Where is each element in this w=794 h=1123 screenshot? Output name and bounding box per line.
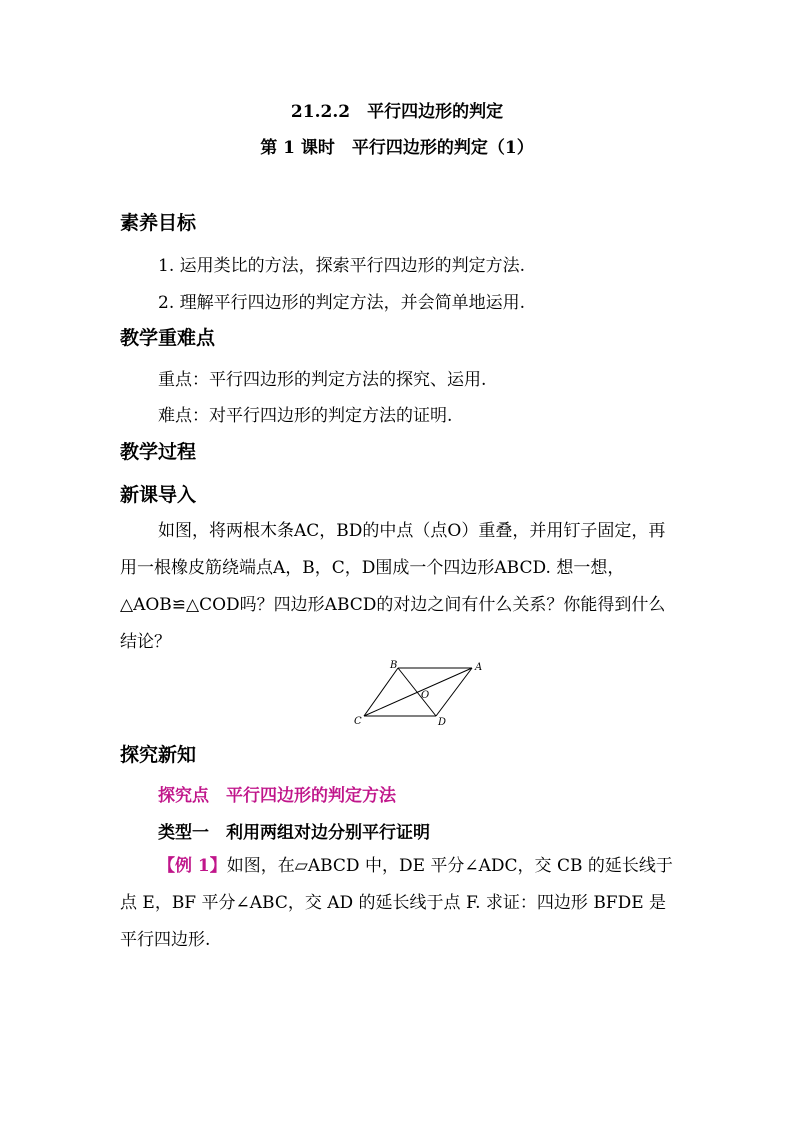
lesson-subtitle: 第 1 课时 平行四边形的判定（1）: [260, 138, 534, 158]
edge-ad: [436, 668, 472, 716]
label-o: O: [421, 690, 430, 701]
intro-paragraph: 如图，将两根木条AC，BD的中点（点O）重叠，并用钉子固定，再用一根橡皮筋绕端点A，B，C，D围成一个四边形ABCD. 想一想，△AOB≌△COD吗？四边形ABCD的对边之间有什么关系？你能得到什么结论？: [120, 521, 666, 652]
difficult-point: 难点：对平行四边形的判定方法的证明.: [158, 406, 453, 426]
intro-heading: 新课导入: [120, 484, 197, 506]
label-d: D: [438, 717, 447, 728]
parallelogram-figure: [350, 658, 490, 730]
label-a: A: [475, 662, 483, 673]
important-point: 重点：平行四边形的判定方法的探究、运用.: [158, 370, 487, 390]
goals-heading: 素养目标: [120, 212, 197, 234]
goal-item-2: 2. 理解平行四边形的判定方法，并会简单地运用.: [158, 293, 526, 313]
example-paragraph: [120, 848, 680, 959]
lesson-title: 21.2.2 平行四边形的判定: [290, 102, 504, 122]
diagonal-ac: [364, 668, 472, 716]
explore-heading: 探究新知: [120, 744, 197, 766]
process-heading: 教学过程: [120, 441, 197, 463]
label-b: B: [390, 660, 398, 671]
label-c: C: [354, 716, 362, 727]
keypoints-heading: 教学重难点: [120, 327, 216, 349]
example-text: 如图，在▱ABCD 中，DE 平分∠ADC，交 CB 的延长线于点 E，BF 平分∠ABC，交 AD 的延长线于点 F. 求证：四边形 BFDE 是平行四边形.: [120, 856, 673, 950]
diagonal-bd: [398, 668, 436, 716]
example-tag: 【例 1】: [158, 856, 227, 876]
type-label: 类型一 利用两组对边分别平行证明: [158, 823, 430, 843]
goal-item-1: 1. 运用类比的方法，探索平行四边形的判定方法.: [158, 256, 526, 276]
explore-point-label: 探究点 平行四边形的判定方法: [158, 786, 396, 806]
